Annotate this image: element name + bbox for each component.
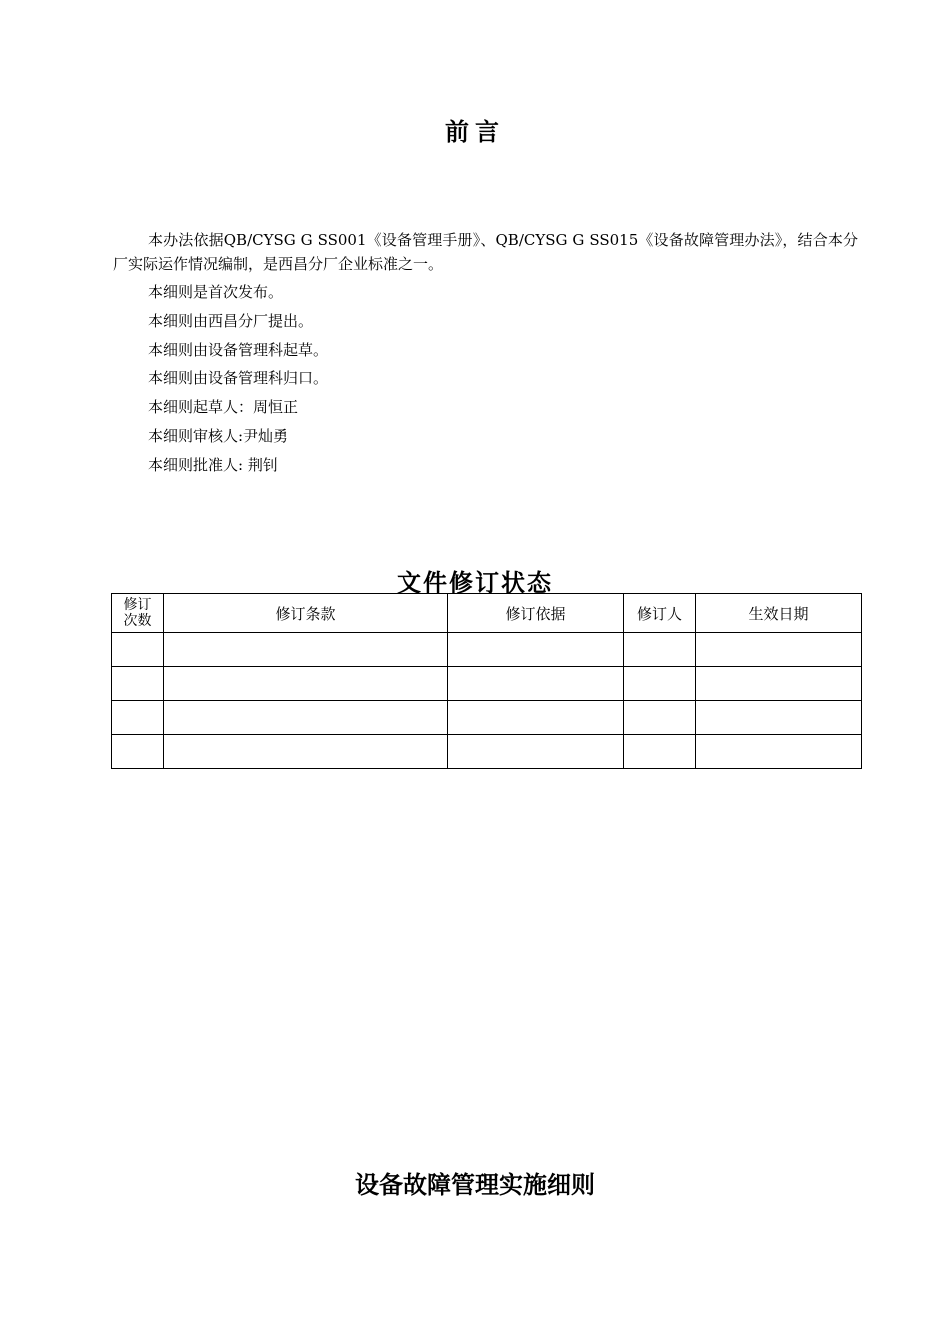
table-cell	[448, 701, 624, 735]
table-cell	[112, 735, 164, 769]
header-effective-date: 生效日期	[696, 594, 862, 633]
table-cell	[624, 701, 696, 735]
preface-line-first-release: 本细则是首次发布。	[148, 283, 284, 301]
table-cell	[448, 667, 624, 701]
table-cell	[696, 667, 862, 701]
table-cell	[164, 735, 448, 769]
preface-line-reviewer: 本细则审核人:尹灿勇	[148, 427, 289, 445]
header-revision-count	[112, 594, 164, 633]
revision-title: 文件修订状态	[397, 568, 553, 597]
revision-header-row	[112, 594, 862, 633]
table-cell	[448, 735, 624, 769]
table-cell	[164, 633, 448, 667]
document-title: 设备故障管理实施细则	[355, 1170, 595, 1199]
table-cell	[164, 701, 448, 735]
table-cell	[696, 735, 862, 769]
table-row	[112, 633, 862, 667]
header-revision-count-line2: 次数	[123, 613, 152, 629]
table-cell	[112, 667, 164, 701]
table-cell	[112, 633, 164, 667]
header-reviser: 修订人	[624, 594, 696, 633]
table-cell	[624, 633, 696, 667]
header-revision-count-line1: 修订	[123, 597, 152, 613]
header-revision-clause: 修订条款	[164, 594, 448, 633]
preface-line-proposer: 本细则由西昌分厂提出。	[148, 312, 314, 330]
header-revision-basis: 修订依据	[448, 594, 624, 633]
preface-line-drafting-dept: 本细则由设备管理科起草。	[148, 341, 329, 359]
table-cell	[164, 667, 448, 701]
preface-intro: 本办法依据QB/CYSG G SS001《设备管理手册》、QB/CYSG G SS015《设备故障管理办法》，结合本分厂实际运作情况编制，是西昌分厂企业标准之一。	[113, 231, 858, 273]
table-cell	[624, 667, 696, 701]
preface-line-drafter: 本细则起草人：周恒正	[148, 398, 299, 416]
table-row	[112, 735, 862, 769]
table-cell	[624, 735, 696, 769]
table-cell	[696, 633, 862, 667]
preface-title: 前言	[445, 117, 505, 146]
preface-line-approver: 本细则批准人: 荆钊	[148, 456, 278, 474]
preface-line-responsible-dept: 本细则由设备管理科归口。	[148, 369, 329, 387]
table-cell	[448, 633, 624, 667]
table-cell	[696, 701, 862, 735]
table-cell	[112, 701, 164, 735]
revision-table	[111, 593, 862, 769]
table-row	[112, 701, 862, 735]
table-row	[112, 667, 862, 701]
